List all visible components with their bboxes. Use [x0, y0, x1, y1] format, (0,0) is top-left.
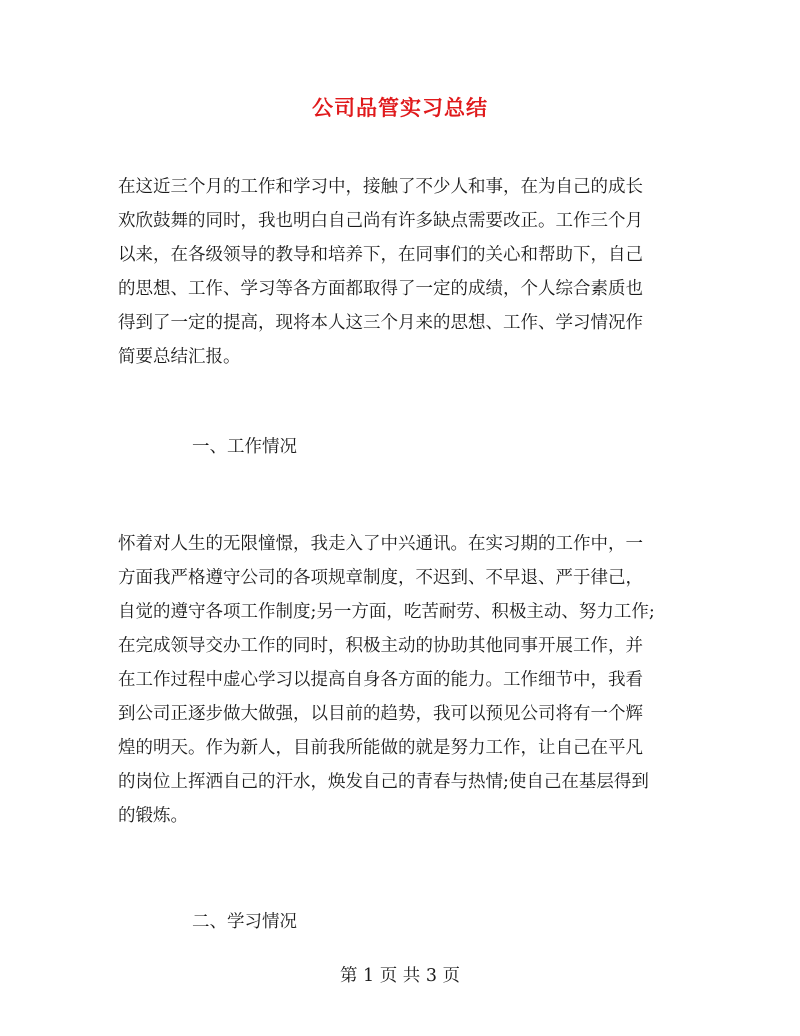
section-heading-work: 一、工作情况 — [192, 437, 297, 457]
section-heading-study: 二、学习情况 — [192, 912, 297, 932]
paragraph-line: 自觉的遵守各项工作制度;另一方面，吃苦耐劳、积极主动、努力工作; — [118, 602, 655, 622]
paragraph-line: 方面我严格遵守公司的各项规章制度，不迟到、不早退、严于律己， — [118, 568, 643, 588]
paragraph-line: 煌的明天。作为新人，目前我所能做的就是努力工作，让自己在平凡 — [118, 738, 643, 758]
paragraph-line: 以来，在各级领导的教导和培养下，在同事们的关心和帮助下，自己 — [118, 245, 643, 265]
paragraph-line: 的思想、工作、学习等各方面都取得了一定的成绩，个人综合素质也 — [118, 279, 643, 299]
work-paragraph — [118, 527, 688, 833]
paragraph-line: 在完成领导交办工作的同时，积极主动的协助其他同事开展工作，并 — [118, 636, 643, 656]
paragraph-line: 欢欣鼓舞的同时，我也明白自己尚有许多缺点需要改正。工作三个月 — [118, 211, 643, 231]
paragraph-line: 在这近三个月的工作和学习中，接触了不少人和事，在为自己的成长 — [118, 177, 643, 197]
paragraph-line: 的岗位上挥洒自己的汗水，焕发自己的青春与热情;使自己在基层得到 — [118, 772, 649, 792]
paragraph-line: 得到了一定的提高，现将本人这三个月来的思想、工作、学习情况作 — [118, 313, 643, 333]
paragraph-line: 简要总结汇报。 — [118, 347, 241, 367]
document-title: 公司品管实习总结 — [312, 95, 488, 120]
paragraph-line: 怀着对人生的无限憧憬，我走入了中兴通讯。在实习期的工作中，一 — [118, 534, 643, 554]
paragraph-line: 的锻炼。 — [118, 806, 188, 826]
paragraph-line: 在工作过程中虚心学习以提高自身各方面的能力。工作细节中，我看 — [118, 670, 643, 690]
paragraph-line: 到公司正逐步做大做强，以目前的趋势，我可以预见公司将有一个辉 — [118, 704, 643, 724]
page-indicator: 第 1 页 共 3 页 — [339, 966, 461, 986]
intro-paragraph — [118, 170, 688, 374]
